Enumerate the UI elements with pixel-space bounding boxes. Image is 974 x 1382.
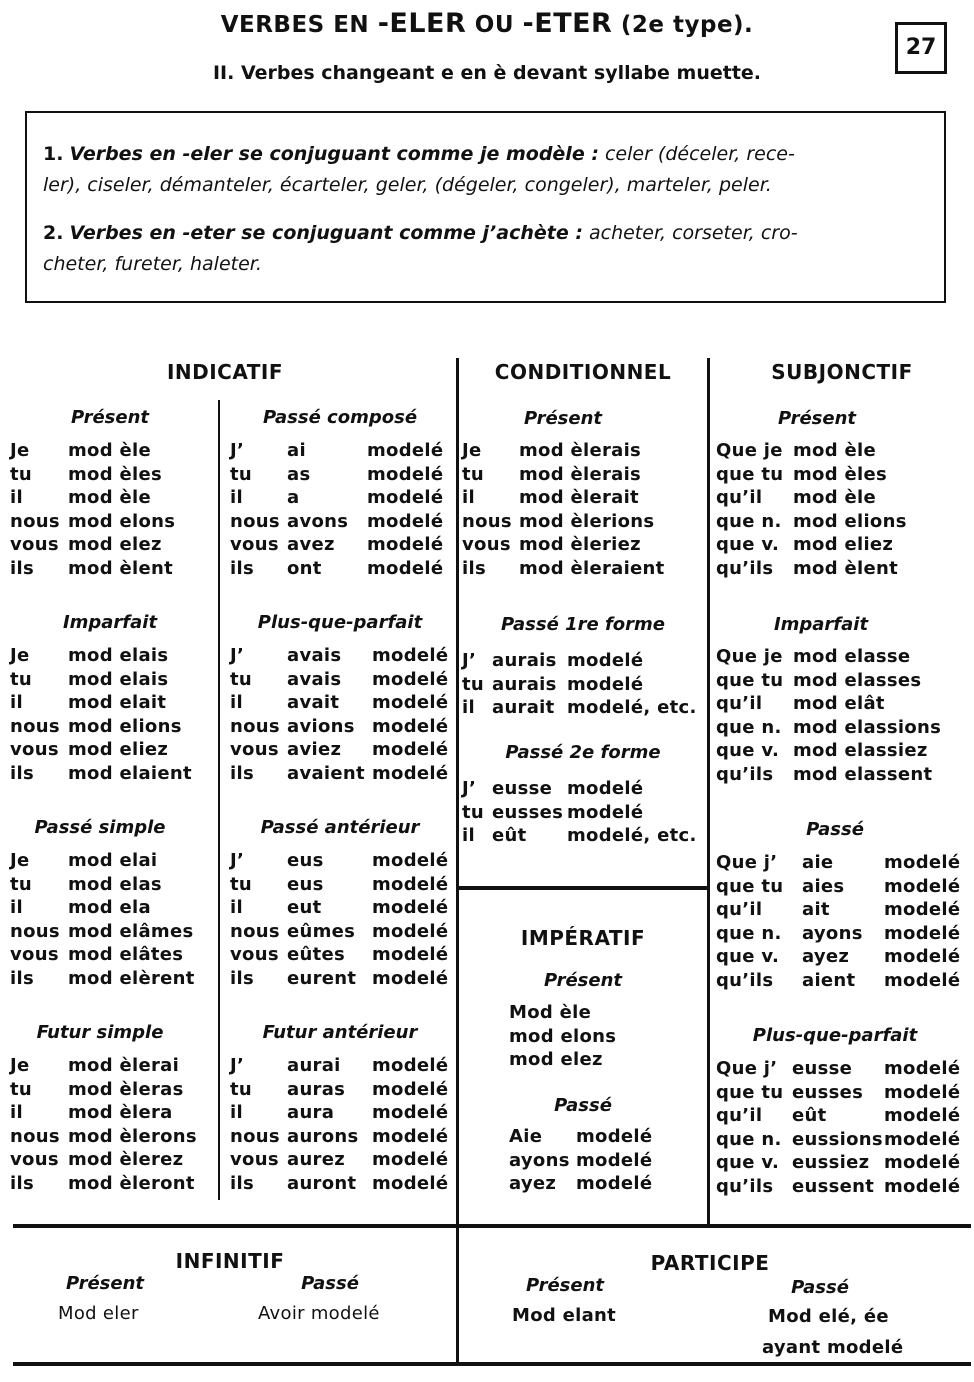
divider-footer xyxy=(13,1362,971,1366)
conjugation-cell: mod èleras xyxy=(68,1078,184,1100)
conjugation-cell: J’ xyxy=(462,778,477,799)
conjugation-cell: il xyxy=(230,692,243,714)
conjugation-cell: que v. xyxy=(716,740,780,762)
tense-title: Présent xyxy=(65,1273,145,1294)
conjugation-cell: ai xyxy=(287,440,306,461)
conjugation-cell: modelé xyxy=(884,1152,961,1174)
conjugation-cell: modelé xyxy=(576,1173,653,1195)
infinitif-passe: Avoir modelé xyxy=(258,1303,380,1324)
conjugation-cell: modelé xyxy=(367,463,444,485)
page-title xyxy=(0,8,974,39)
conjugation-cell: tu xyxy=(10,873,33,895)
conjugation-cell: aurons xyxy=(287,1125,359,1147)
conjugation-cell: Je xyxy=(10,850,30,871)
conjugation-cell: ils xyxy=(230,1173,254,1194)
conjugation-cell: ont xyxy=(287,558,322,579)
conjugation-cell: mod elassions xyxy=(793,716,942,738)
tense-title: Imparfait xyxy=(62,612,158,633)
conjugation-cell: eurent xyxy=(287,968,357,989)
conjugation-cell: nous xyxy=(230,715,280,737)
tense-title: Passé xyxy=(554,1095,612,1116)
page-number: 27 xyxy=(895,22,947,74)
conjugation-cell: il xyxy=(462,825,475,847)
conjugation-cell: mod elions xyxy=(68,715,182,737)
conjugation-cell: mod èleront xyxy=(68,1173,195,1194)
title-suffix: (2e type). xyxy=(612,12,754,38)
conjugation-cell: que tu xyxy=(716,875,784,897)
conjugation-cell: modelé, etc. xyxy=(567,825,697,847)
conjugation-cell: modelé xyxy=(372,1149,449,1171)
title-prefix: VERBES EN xyxy=(220,12,378,38)
conjugation-cell: modelé xyxy=(367,510,444,532)
conjugation-cell: modelé xyxy=(372,692,449,714)
conjugation-cell: vous xyxy=(230,739,279,761)
tense-title: Passé xyxy=(806,819,864,840)
conjugation-cell: qu’il xyxy=(716,693,763,715)
conjugation-cell: ait xyxy=(802,899,830,921)
conjugation-cell: mod èleriez xyxy=(519,534,641,556)
title-eler: -ELER xyxy=(377,8,467,39)
conjugation-cell: mod elez xyxy=(68,534,162,556)
conjugation-cell: avons xyxy=(287,510,349,532)
rule-number: 2. xyxy=(43,222,64,244)
tense-title: Futur simple xyxy=(36,1022,164,1043)
conjugation-cell: que v. xyxy=(716,534,780,556)
conjugation-cell: mod elons xyxy=(509,1025,617,1047)
conjugation-cell: modelé xyxy=(372,1173,449,1194)
conjugation-cell: eûmes xyxy=(287,920,356,942)
heading-infinitif: INFINITIF xyxy=(175,1249,285,1273)
conjugation-cell: mod èlerai xyxy=(68,1055,180,1076)
divider-imperatif xyxy=(456,886,710,890)
conjugation-cell: eus xyxy=(287,873,324,895)
conjugation-cell: eusse xyxy=(792,1058,853,1079)
conjugation-cell: que n. xyxy=(716,716,782,738)
participe-present: Mod elant xyxy=(512,1305,617,1326)
conjugation-cell: ayez xyxy=(509,1173,557,1195)
title-middle: OU xyxy=(466,12,523,38)
rule-examples: acheter, corseter, cro- xyxy=(588,222,798,244)
conjugation-cell: modelé xyxy=(567,673,644,695)
conjugation-cell: avais xyxy=(287,645,342,666)
conjugation-cell: tu xyxy=(230,668,253,690)
conjugation-cell: aurez xyxy=(287,1149,346,1171)
conjugation-cell: modelé xyxy=(372,763,449,784)
conjugation-cell: eusses xyxy=(492,801,564,823)
conjugation-cell: modelé xyxy=(567,801,644,823)
conjugation-cell: mod elassent xyxy=(793,764,933,785)
tense-title: Passé xyxy=(301,1273,359,1294)
conjugation-cell: vous xyxy=(230,1149,279,1171)
conjugation-cell: modelé xyxy=(576,1149,653,1171)
conjugation-cell: que tu xyxy=(716,669,784,691)
conjugation-cell: modelé xyxy=(372,944,449,966)
tense-title: Passé simple xyxy=(34,817,166,838)
conjugation-cell: modelé xyxy=(367,534,444,556)
conjugation-cell: Je xyxy=(10,645,30,666)
conjugation-cell: tu xyxy=(230,1078,253,1100)
page-subtitle: II. Verbes changeant e en è devant syllabe muette. xyxy=(212,62,762,84)
conjugation-cell: ils xyxy=(10,763,34,784)
conjugation-cell: modelé xyxy=(372,715,449,737)
tense-title: Passé xyxy=(791,1277,849,1298)
conjugation-cell: mod elâtes xyxy=(68,944,184,966)
conjugation-cell: mod eliez xyxy=(793,534,894,556)
conjugation-cell: eût xyxy=(792,1105,827,1127)
conjugation-cell: modelé xyxy=(372,1125,449,1147)
conjugation-cell: il xyxy=(230,487,243,509)
conjugation-cell: il xyxy=(10,897,23,919)
conjugation-cell: modelé xyxy=(372,920,449,942)
infinitif-present: Mod eler xyxy=(58,1303,139,1324)
conjugation-cell: modelé xyxy=(576,1126,653,1147)
conjugation-cell: vous xyxy=(10,944,59,966)
conjugation-cell: ils xyxy=(462,558,486,579)
conjugation-cell: il xyxy=(10,1102,23,1124)
conjugation-cell: a xyxy=(287,487,300,509)
divider-indicatif xyxy=(218,400,220,1200)
conjugation-cell: mod elais xyxy=(68,668,169,690)
tense-title: Passé antérieur xyxy=(260,817,420,838)
conjugation-cell: il xyxy=(230,897,243,919)
conjugation-cell: mod èlerais xyxy=(519,463,642,485)
conjugation-cell: mod elais xyxy=(68,645,169,666)
conjugation-cell: tu xyxy=(10,668,33,690)
conjugation-cell: mod elions xyxy=(793,510,907,532)
conjugation-cell: mod èlerons xyxy=(68,1125,197,1147)
conjugation-cell: qu’ils xyxy=(716,558,774,579)
conjugation-cell: ils xyxy=(230,558,254,579)
heading-conditionnel: CONDITIONNEL xyxy=(494,360,672,384)
conjugation-cell: avions xyxy=(287,715,355,737)
conjugation-cell: Je xyxy=(462,440,482,461)
conjugation-cell: Je xyxy=(10,1055,30,1076)
conjugation-cell: mod èlerions xyxy=(519,510,655,532)
rule-examples: celer (déceler, rece- xyxy=(604,143,795,165)
conjugation-cell: mod elèrent xyxy=(68,968,195,989)
conjugation-cell: Que j’ xyxy=(716,1058,778,1079)
conjugation-cell: mod èlent xyxy=(793,558,898,579)
conjugation-cell: ils xyxy=(10,968,34,989)
conjugation-cell: mod elaient xyxy=(68,763,192,784)
divider-left xyxy=(456,358,459,1363)
conjugation-cell: que tu xyxy=(716,1081,784,1103)
conjugation-cell: tu xyxy=(462,673,485,695)
conjugation-cell: modelé xyxy=(884,1176,961,1197)
conjugation-cell: modelé xyxy=(884,1058,961,1079)
conjugation-cell: aurait xyxy=(492,697,555,719)
conjugation-cell: J’ xyxy=(230,850,245,871)
conjugation-cell: Aie xyxy=(509,1126,543,1147)
conjugation-cell: mod ela xyxy=(68,897,151,919)
conjugation-cell: modelé xyxy=(372,739,449,761)
conjugation-cell: tu xyxy=(10,1078,33,1100)
conjugation-cell: eut xyxy=(287,897,322,919)
conjugation-cell: J’ xyxy=(462,650,477,671)
conjugation-cell: tu xyxy=(230,873,253,895)
conjugation-cell: ils xyxy=(10,558,34,579)
conjugation-cell: nous xyxy=(10,510,60,532)
conjugation-cell: que n. xyxy=(716,510,782,532)
conjugation-cell: as xyxy=(287,463,311,485)
conjugation-cell: nous xyxy=(462,510,512,532)
conjugation-cell: modelé xyxy=(884,1128,961,1150)
conjugation-cell: J’ xyxy=(230,1055,245,1076)
rule-lead: Verbes en -eter se conjuguant comme j’achète : xyxy=(69,222,583,244)
heading-participe: PARTICIPE xyxy=(650,1251,770,1275)
conjugation-cell: que v. xyxy=(716,1152,780,1174)
conjugation-cell: ayons xyxy=(509,1149,570,1171)
rule-examples-cont: ler), ciseler, démanteler, écarteler, geler, (dégeler, congeler), marteler, peler. xyxy=(43,174,772,196)
conjugation-cell: aient xyxy=(802,970,856,991)
conjugation-cell: eussions xyxy=(792,1128,883,1150)
conjugation-cell: mod èles xyxy=(68,463,162,485)
conjugation-cell: mod elasses xyxy=(793,669,922,691)
conjugation-cell: avaient xyxy=(287,763,365,784)
conjugation-cell: tu xyxy=(10,463,33,485)
conjugation-cell: vous xyxy=(10,739,59,761)
conjugation-cell: il xyxy=(10,692,23,714)
divider-bottom xyxy=(13,1224,971,1228)
tense-title: Passé 2e forme xyxy=(505,742,661,763)
conjugation-cell: modelé xyxy=(884,899,961,921)
conjugation-cell: modelé xyxy=(372,645,449,666)
rule-number: 1. xyxy=(43,143,64,165)
conjugation-cell: nous xyxy=(10,920,60,942)
conjugation-cell: mod elas xyxy=(68,873,162,895)
conjugation-cell: avait xyxy=(287,692,340,714)
conjugation-cell: Mod èle xyxy=(509,1002,592,1023)
conjugation-cell: mod elât xyxy=(793,693,885,715)
conjugation-cell: modelé xyxy=(884,1105,961,1127)
conjugation-cell: aies xyxy=(802,875,845,897)
conjugation-cell: qu’il xyxy=(716,1105,763,1127)
conjugation-cell: mod èlerait xyxy=(519,487,639,509)
conjugation-cell: nous xyxy=(10,715,60,737)
conjugation-cell: mod èle xyxy=(68,487,151,509)
conjugation-cell: modelé xyxy=(372,897,449,919)
conjugation-cell: que v. xyxy=(716,946,780,968)
conjugation-cell: qu’ils xyxy=(716,1176,774,1197)
conjugation-cell: Je xyxy=(10,440,30,461)
conjugation-cell: Que j’ xyxy=(716,852,778,873)
conjugation-cell: nous xyxy=(230,510,280,532)
conjugation-cell: eussiez xyxy=(792,1152,870,1174)
conjugation-cell: mod elons xyxy=(68,510,176,532)
rule-examples-cont: cheter, fureter, haleter. xyxy=(43,253,262,275)
conjugation-cell: tu xyxy=(230,463,253,485)
conjugation-cell: modelé xyxy=(884,970,961,991)
conjugation-cell: ils xyxy=(230,763,254,784)
heading-subjonctif: SUBJONCTIF xyxy=(771,360,913,384)
conjugation-cell: eût xyxy=(492,825,527,847)
tense-title: Présent xyxy=(523,408,603,429)
conjugation-cell: mod elez xyxy=(509,1049,603,1071)
conjugation-cell: mod elai xyxy=(68,850,158,871)
conjugation-cell: modelé xyxy=(367,487,444,509)
conjugation-cell: modelé xyxy=(884,946,961,968)
conjugation-cell: modelé xyxy=(567,778,644,799)
conjugation-cell: mod èle xyxy=(793,487,876,509)
conjugation-cell: que tu xyxy=(716,463,784,485)
conjugation-cell: modelé, etc. xyxy=(567,697,697,719)
conjugation-cell: aurais xyxy=(492,650,557,671)
conjugation-cell: mod elassiez xyxy=(793,740,928,762)
conjugation-cell: il xyxy=(462,697,475,719)
tense-title: Futur antérieur xyxy=(262,1022,418,1043)
conjugation-cell: modelé xyxy=(372,873,449,895)
conjugation-cell: aviez xyxy=(287,739,342,761)
tense-title: Passé 1re forme xyxy=(500,614,665,635)
conjugation-cell: modelé xyxy=(884,852,961,873)
conjugation-cell: auront xyxy=(287,1173,357,1194)
conjugation-cell: modelé xyxy=(884,1081,961,1103)
conjugation-cell: avez xyxy=(287,534,335,556)
conjugation-cell: Que je xyxy=(716,646,783,667)
conjugation-cell: il xyxy=(10,487,23,509)
conjugation-cell: aura xyxy=(287,1102,335,1124)
rule-lead: Verbes en -eler se conjuguant comme je modèle : xyxy=(69,143,599,165)
conjugation-cell: avais xyxy=(287,668,342,690)
conjugation-cell: modelé xyxy=(372,968,449,989)
tense-title: Présent xyxy=(525,1275,605,1296)
conjugation-cell: qu’ils xyxy=(716,970,774,991)
conjugation-cell: il xyxy=(462,487,475,509)
heading-indicatif: INDICATIF xyxy=(166,360,284,384)
conjugation-cell: que n. xyxy=(716,922,782,944)
conjugation-cell: ayez xyxy=(802,946,850,968)
conjugation-cell: modelé xyxy=(567,650,644,671)
conjugation-cell: auras xyxy=(287,1078,346,1100)
conjugation-cell: il xyxy=(230,1102,243,1124)
tense-title: Imparfait xyxy=(773,614,869,635)
conjugation-cell: mod èle xyxy=(793,440,876,461)
conjugation-cell: mod elait xyxy=(68,692,167,714)
conjugation-cell: modelé xyxy=(372,850,449,871)
conjugation-cell: vous xyxy=(230,944,279,966)
conjugation-cell: modelé xyxy=(367,558,444,579)
conjugation-cell: modelé xyxy=(372,1078,449,1100)
conjugation-cell: J’ xyxy=(230,645,245,666)
conjugation-cell: aie xyxy=(802,852,834,873)
conjugation-cell: eussent xyxy=(792,1176,875,1197)
conjugation-cell: Que je xyxy=(716,440,783,461)
conjugation-cell: tu xyxy=(462,463,485,485)
conjugation-cell: modelé xyxy=(372,1055,449,1076)
conjugation-cell: nous xyxy=(230,1125,280,1147)
conjugation-cell: mod èle xyxy=(68,440,151,461)
conjugation-cell: nous xyxy=(10,1125,60,1147)
conjugation-cell: qu’il xyxy=(716,899,763,921)
conjugation-cell: nous xyxy=(230,920,280,942)
participe-passe-compose: ayant modelé xyxy=(762,1337,904,1358)
conjugation-cell: mod èleraient xyxy=(519,558,665,579)
conjugation-cell: mod elasse xyxy=(793,646,911,667)
conjugation-cell: aurai xyxy=(287,1055,341,1076)
conjugation-cell: modelé xyxy=(367,440,444,461)
tense-title: Passé composé xyxy=(262,407,418,428)
conjugation-cell: eus xyxy=(287,850,324,871)
conjugation-cell: vous xyxy=(230,534,279,556)
tense-title: Présent xyxy=(543,970,623,991)
conjugation-cell: vous xyxy=(462,534,511,556)
conjugation-cell: mod èlera xyxy=(68,1102,173,1124)
conjugation-cell: tu xyxy=(462,801,485,823)
conjugation-cell: ayons xyxy=(802,922,863,944)
heading-imperatif: IMPÉRATIF xyxy=(520,926,646,950)
title-eter: -ETER xyxy=(522,8,613,39)
conjugation-cell: modelé xyxy=(884,922,961,944)
conjugation-cell: aurais xyxy=(492,673,557,695)
conjugation-cell: modelé xyxy=(884,875,961,897)
conjugation-cell: modelé xyxy=(372,668,449,690)
tense-title: Plus-que-parfait xyxy=(257,612,423,633)
conjugation-cell: qu’ils xyxy=(716,764,774,785)
rule-2 xyxy=(27,218,944,280)
conjugation-cell: ils xyxy=(230,968,254,989)
conjugation-cell: modelé xyxy=(372,1102,449,1124)
conjugation-cell: mod èlerez xyxy=(68,1149,184,1171)
conjugation-cell: eusses xyxy=(792,1081,864,1103)
conjugation-cell: vous xyxy=(10,534,59,556)
conjugation-cell: eûtes xyxy=(287,944,346,966)
conjugation-cell: eusse xyxy=(492,778,553,799)
conjugation-cell: que n. xyxy=(716,1128,782,1150)
rule-1 xyxy=(27,139,944,201)
conjugation-cell: qu’il xyxy=(716,487,763,509)
rules-box xyxy=(25,111,946,303)
tense-title: Présent xyxy=(70,407,150,428)
conjugation-cell: vous xyxy=(10,1149,59,1171)
conjugation-cell: mod èlerais xyxy=(519,440,642,461)
conjugation-cell: mod èlent xyxy=(68,558,173,579)
conjugation-cell: J’ xyxy=(230,440,245,461)
conjugation-cell: mod èles xyxy=(793,463,887,485)
conjugation-cell: ils xyxy=(10,1173,34,1194)
conjugation-cell: mod elâmes xyxy=(68,920,194,942)
tense-title: Présent xyxy=(777,408,857,429)
conjugation-cell: mod eliez xyxy=(68,739,169,761)
tense-title: Plus-que-parfait xyxy=(752,1025,918,1046)
participe-passe: Mod elé, ée xyxy=(768,1306,889,1327)
